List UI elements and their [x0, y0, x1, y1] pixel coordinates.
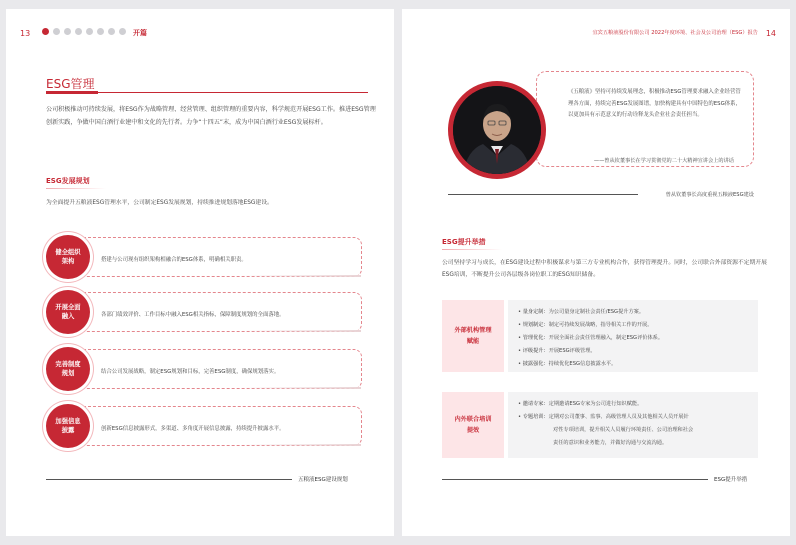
chapter-dots[interactable]: [42, 28, 126, 35]
plan-item-badge: 健全组织架构: [46, 235, 90, 279]
chapter-dot[interactable]: [108, 28, 115, 35]
enhance-subtitle: ESG提升举措: [442, 238, 486, 246]
quote-text: 《五粮液》坚持可持续发展理念，积极推动ESG管理要求融入企业经营管理各方面，持续完善ESG发展图谱，加快构建具有中国特色的ESG体系，以更加具有示范意义的行动诠释龙头企业社会责任担当。: [568, 89, 741, 118]
plan-item-text: 创新ESG信息披露形式，多渠道、多角度开展信息披露，持续提升披露水平。: [101, 426, 285, 432]
plan-item-box: [70, 237, 362, 277]
list-item: • 量身定制：为公司量身定制社会责任/ESG提升方案。: [518, 309, 645, 315]
list-item: • 规划制定：制定可持续发展战略，指导相关工作的开展。: [518, 322, 653, 328]
chapter-dot[interactable]: [119, 28, 126, 35]
chapter-dot[interactable]: [97, 28, 104, 35]
subtitle-underline: [442, 249, 502, 250]
plan-item-badge: 加强信息披露: [46, 404, 90, 448]
plan-item-badge: 开展全面融入: [46, 290, 90, 334]
section-title: ESG管理: [46, 77, 95, 91]
intro-paragraph: 公司积极推动可持续发展，将ESG作为战略管理、经营管理、组织管理的重要内容，科学规范开展ESG工作。推进ESG管理创新实践，争做中国白酒行业建中和文化的先行者。力争“十四五”末，成为中国白酒行业ESG发展标杆。: [46, 106, 376, 126]
page-number: 13: [20, 29, 31, 38]
enhance-group: [442, 392, 758, 458]
plan-description: 为全面提升五粮液ESG管理水平，公司制定ESG发展规划，持续推进规划落地ESG建设。: [46, 200, 273, 206]
plan-item: [46, 290, 362, 334]
plan-item-text: 结合公司发展战略，制定ESG规划和目标，完善ESG制度，确保规划落实。: [101, 369, 280, 375]
quote-source: ——曾从钦董事长在学习贯彻党的二十大精神宣讲会上的讲话: [593, 158, 734, 164]
list-item-continuation: 对性专项培训，提升相关人员履行环境责任、公司治理和社会: [553, 427, 694, 433]
plan-item-box: [70, 292, 362, 332]
left-page: [6, 9, 394, 536]
plan-item-box: [70, 349, 362, 389]
enhance-group: [442, 300, 758, 372]
section-rule: [46, 92, 368, 93]
list-item: • 专题培训：定期对公司董事、监事、高级管理人员及其他相关人员开展针: [518, 414, 689, 420]
footer-rule: [46, 479, 292, 480]
plan-item-badge: 完善制度规划: [46, 347, 90, 391]
portrait-caption: 曾从钦董事长高度重视五粮液ESG建设: [665, 192, 754, 198]
enhance-description: 公司坚持学习与成长，在ESG建设过程中积极谋求与第三方专业机构合作，获得管理提升。同时，公司联合外部资源不定期开展ESG培训，不断提升公司各层级各岗位职工的ESG知识储备。: [442, 260, 767, 278]
plan-item-text: 各部门绩效评价、工作目标中融入ESG相关指标，保障制度规划的全面落地。: [101, 312, 285, 318]
subtitle-underline: [46, 188, 106, 189]
person-icon: [453, 86, 541, 174]
enhance-group-list: [508, 300, 758, 372]
right-page: [402, 9, 790, 536]
report-title: 宜宾五粮液股份有限公司 2022年度环境、社会及公司治理（ESG）报告: [592, 30, 758, 36]
list-item: • 披露强化：持续优化ESG信息披露水平。: [518, 361, 617, 367]
list-item: • 评级提升：开展ESG评级管理。: [518, 348, 596, 354]
chapter-dot[interactable]: [53, 28, 60, 35]
list-item: • 邀请专家：定期邀请ESG专家为公司进行知识赋能。: [518, 401, 643, 407]
figure-caption: 五粮液ESG建设规划: [298, 477, 348, 483]
plan-item: [46, 347, 362, 391]
chapter-dot[interactable]: [75, 28, 82, 35]
chapter-dot[interactable]: [86, 28, 93, 35]
enhance-group-label: 外部机构管理赋能: [442, 300, 504, 372]
chapter-label[interactable]: 开篇: [133, 29, 147, 37]
chapter-dot[interactable]: [42, 28, 49, 35]
plan-item: [46, 235, 362, 279]
caption-rule: [448, 194, 638, 195]
enhance-group-list: [508, 392, 758, 458]
figure-caption: ESG提升举措: [714, 477, 748, 483]
plan-item: [46, 404, 362, 448]
page-number: 14: [765, 29, 776, 38]
plan-item-text: 搭建与公司现有组织架构相融合的ESG体系，明确相关职责。: [101, 257, 247, 263]
list-item-continuation: 责任的意识和业务能力，并做好沟通与交流沟通。: [553, 440, 668, 446]
chapter-dot[interactable]: [64, 28, 71, 35]
enhance-group-label: 内外联合培训提效: [442, 392, 504, 458]
list-item: • 管理优化：开展全面社会责任管理融入，制定ESG评价体系。: [518, 335, 664, 341]
plan-subtitle: ESG发展规划: [46, 177, 90, 185]
portrait-photo: [453, 86, 541, 174]
plan-item-box: [70, 406, 362, 446]
footer-rule: [442, 479, 708, 480]
